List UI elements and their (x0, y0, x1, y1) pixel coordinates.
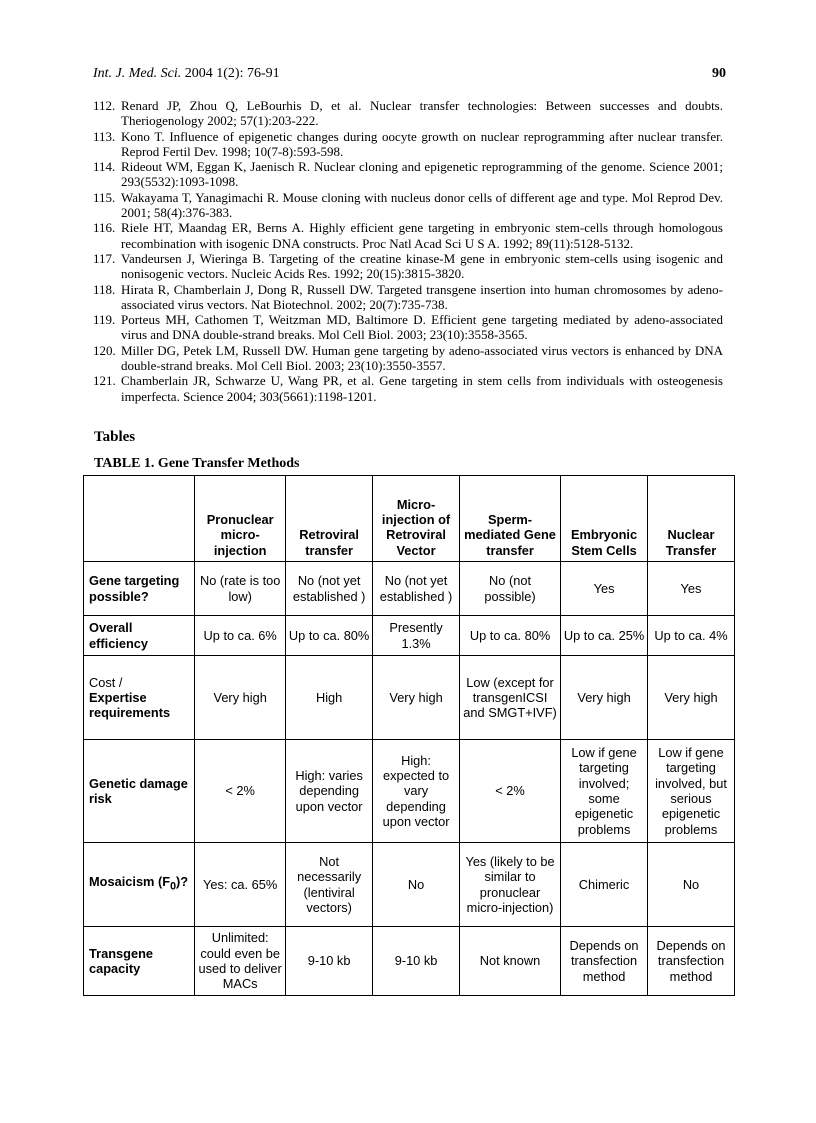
reference-text: Wakayama T, Yanagimachi R. Mouse cloning with nucleus donor cells of different age and type. Mol Reprod Dev. 2001; 58(4):376-383. (121, 189, 723, 221)
table-cell: 9-10 kb (373, 927, 460, 996)
table-cell: Presently 1.3% (373, 616, 460, 656)
reference-list (93, 98, 723, 404)
section-title: Tables (94, 429, 136, 445)
column-header: Nuclear Transfer (648, 476, 735, 562)
reference-text: Vandeursen J, Wieringa B. Targeting of the creatine kinase-M gene in embryonic stem-cells using isogenic and nonisogenic vectors. Nucleic Acids Res. 1992; 20(15):3815-3820. (121, 250, 723, 282)
reference-text: Riele HT, Maandag ER, Berns A. Highly efficient gene targeting in embryonic stem-cells through homologous recombination with isogenic DNA constructs. Proc Natl Acad Sci U S A. 1992; 89(11):5128-5132. (121, 220, 723, 251)
reference-text: Renard JP, Zhou Q, LeBourhis D, et al. Nuclear transfer technologies: Between successes and doubts. Theriogenology 2002; 57(1):203-222. (121, 98, 723, 129)
reference-number: 112. (93, 98, 116, 113)
table-row (84, 616, 735, 656)
table-cell: Low if gene targeting involved; some epigenetic problems (561, 740, 648, 843)
reference-number: 120. (93, 342, 116, 358)
table-cell: < 2% (460, 740, 561, 843)
table-cell: Very high (648, 656, 735, 740)
row-header: Overall efficiency (84, 616, 195, 656)
column-header: Retroviral transfer (286, 476, 373, 562)
row-header: Genetic damage risk (84, 740, 195, 843)
reference-item (93, 98, 723, 129)
table-cell: High: varies depending upon vector (286, 740, 373, 843)
journal-name: Int. J. Med. Sci. (93, 66, 182, 81)
table-cell: No (rate is too low) (195, 562, 286, 616)
reference-item (93, 220, 723, 251)
table-cell: High: expected to vary depending upon vector (373, 740, 460, 843)
reference-item (93, 251, 723, 282)
table-cell: No (648, 843, 735, 927)
reference-text: Miller DG, Petek LM, Russell DW. Human gene targeting by adeno-associated virus vectors is enhanced by DNA double-strand breaks. Mol Cell Biol. 2003; 23(10):3550-3557. (121, 342, 723, 374)
row-header-end: )? (176, 874, 189, 890)
reference-number: 113. (93, 128, 116, 144)
table-cell: 9-10 kb (286, 927, 373, 996)
table-cell: Not known (460, 927, 561, 996)
table-cell: Depends on transfection method (648, 927, 735, 996)
column-header: Sperm-mediated Gene transfer (460, 476, 561, 562)
row-header (84, 656, 195, 740)
running-header (93, 66, 726, 82)
table-cell: High (286, 656, 373, 740)
table-row (84, 843, 735, 927)
reference-number: 114. (93, 159, 116, 175)
reference-number: 115. (93, 189, 116, 205)
reference-number: 116. (93, 220, 116, 236)
reference-number: 121. (93, 373, 116, 389)
gene-transfer-table (83, 475, 735, 996)
table-header-row (84, 476, 735, 562)
reference-item (93, 282, 723, 313)
table-cell: Very high (561, 656, 648, 740)
table-cell: No (not yet established ) (286, 562, 373, 616)
table-cell: Chimeric (561, 843, 648, 927)
table-cell: Up to ca. 80% (460, 616, 561, 656)
reference-item (93, 312, 723, 343)
table-cell: Very high (373, 656, 460, 740)
row-header (84, 843, 195, 927)
reference-number: 118. (93, 281, 116, 297)
row-header: Gene targeting possible? (84, 562, 195, 616)
table-title: TABLE 1. Gene Transfer Methods (94, 456, 300, 471)
column-header: Embryonic Stem Cells (561, 476, 648, 562)
table-row (84, 927, 735, 996)
row-header-subscript: 0 (170, 880, 177, 893)
table-row (84, 656, 735, 740)
corner-cell (84, 476, 195, 562)
table-cell: Depends on transfection method (561, 927, 648, 996)
table-cell: Up to ca. 6% (195, 616, 286, 656)
table-cell: No (373, 843, 460, 927)
table-cell: Up to ca. 4% (648, 616, 735, 656)
table-cell: Yes (likely to be similar to pronuclear micro-injection) (460, 843, 561, 927)
reference-text: Hirata R, Chamberlain J, Dong R, Russell DW. Targeted transgene insertion into human chromosomes by adeno- associated virus vectors. Nat Biotechnol. 2002; 20(7):735-738. (121, 281, 723, 312)
reference-item (93, 190, 723, 221)
table-cell: Up to ca. 80% (286, 616, 373, 656)
row-header-label: Expertise requirements (89, 689, 171, 721)
table-cell: Low (except for transgenICSI and SMGT+IVF) (460, 656, 561, 740)
table-cell: Very high (195, 656, 286, 740)
table-row (84, 562, 735, 616)
table-row (84, 740, 735, 843)
reference-item (93, 373, 723, 404)
journal-citation: 2004 1(2): 76-91 (184, 66, 280, 81)
table-cell: Up to ca. 25% (561, 616, 648, 656)
table-cell: Yes: ca. 65% (195, 843, 286, 927)
table-cell: Unlimited: could even be used to deliver MACs (195, 927, 286, 996)
table-cell: Low if gene targeting involved, but serious epigenetic problems (648, 740, 735, 843)
reference-number: 119. (93, 312, 116, 328)
row-header-label: Mosaicism (F (89, 874, 171, 890)
column-header: Pronuclear micro-injection (195, 476, 286, 562)
reference-text: Rideout WM, Eggan K, Jaenisch R. Nuclear cloning and epigenetic reprogramming of the genome. Science 2001; 293(5532):1093-1098. (121, 159, 723, 190)
table-cell: Yes (648, 562, 735, 616)
reference-item (93, 159, 723, 190)
table-cell: Yes (561, 562, 648, 616)
row-header: Transgene capacity (84, 927, 195, 996)
row-header-cost: Cost / (89, 674, 123, 690)
reference-item (93, 129, 723, 160)
table-cell: < 2% (195, 740, 286, 843)
table-cell: Not necessarily (lentiviral vectors) (286, 843, 373, 927)
table-cell: No (not yet established ) (373, 562, 460, 616)
reference-item (93, 343, 723, 374)
reference-number: 117. (93, 250, 116, 266)
reference-text: Kono T. Influence of epigenetic changes during oocyte growth on nuclear reprogramming after nuclear transfer. Reprod Fertil Dev. 1998; 10(7-8):593-598. (121, 128, 723, 159)
reference-text: Chamberlain JR, Schwarze U, Wang PR, et al. Gene targeting in stem cells from individuals with osteogenesis imperfecta. Science 2004; 303(5661):1198-1201. (121, 373, 723, 404)
reference-text: Porteus MH, Cathomen T, Weitzman MD, Baltimore D. Efficient gene targeting mediated by adeno-associated virus and DNA double-strand breaks. Mol Cell Biol. 2003; 23(10):3558-3565. (121, 312, 723, 343)
table-cell: No (not possible) (460, 562, 561, 616)
column-header: Micro-injection of Retroviral Vector (373, 476, 460, 562)
page-number: 90 (712, 66, 726, 81)
